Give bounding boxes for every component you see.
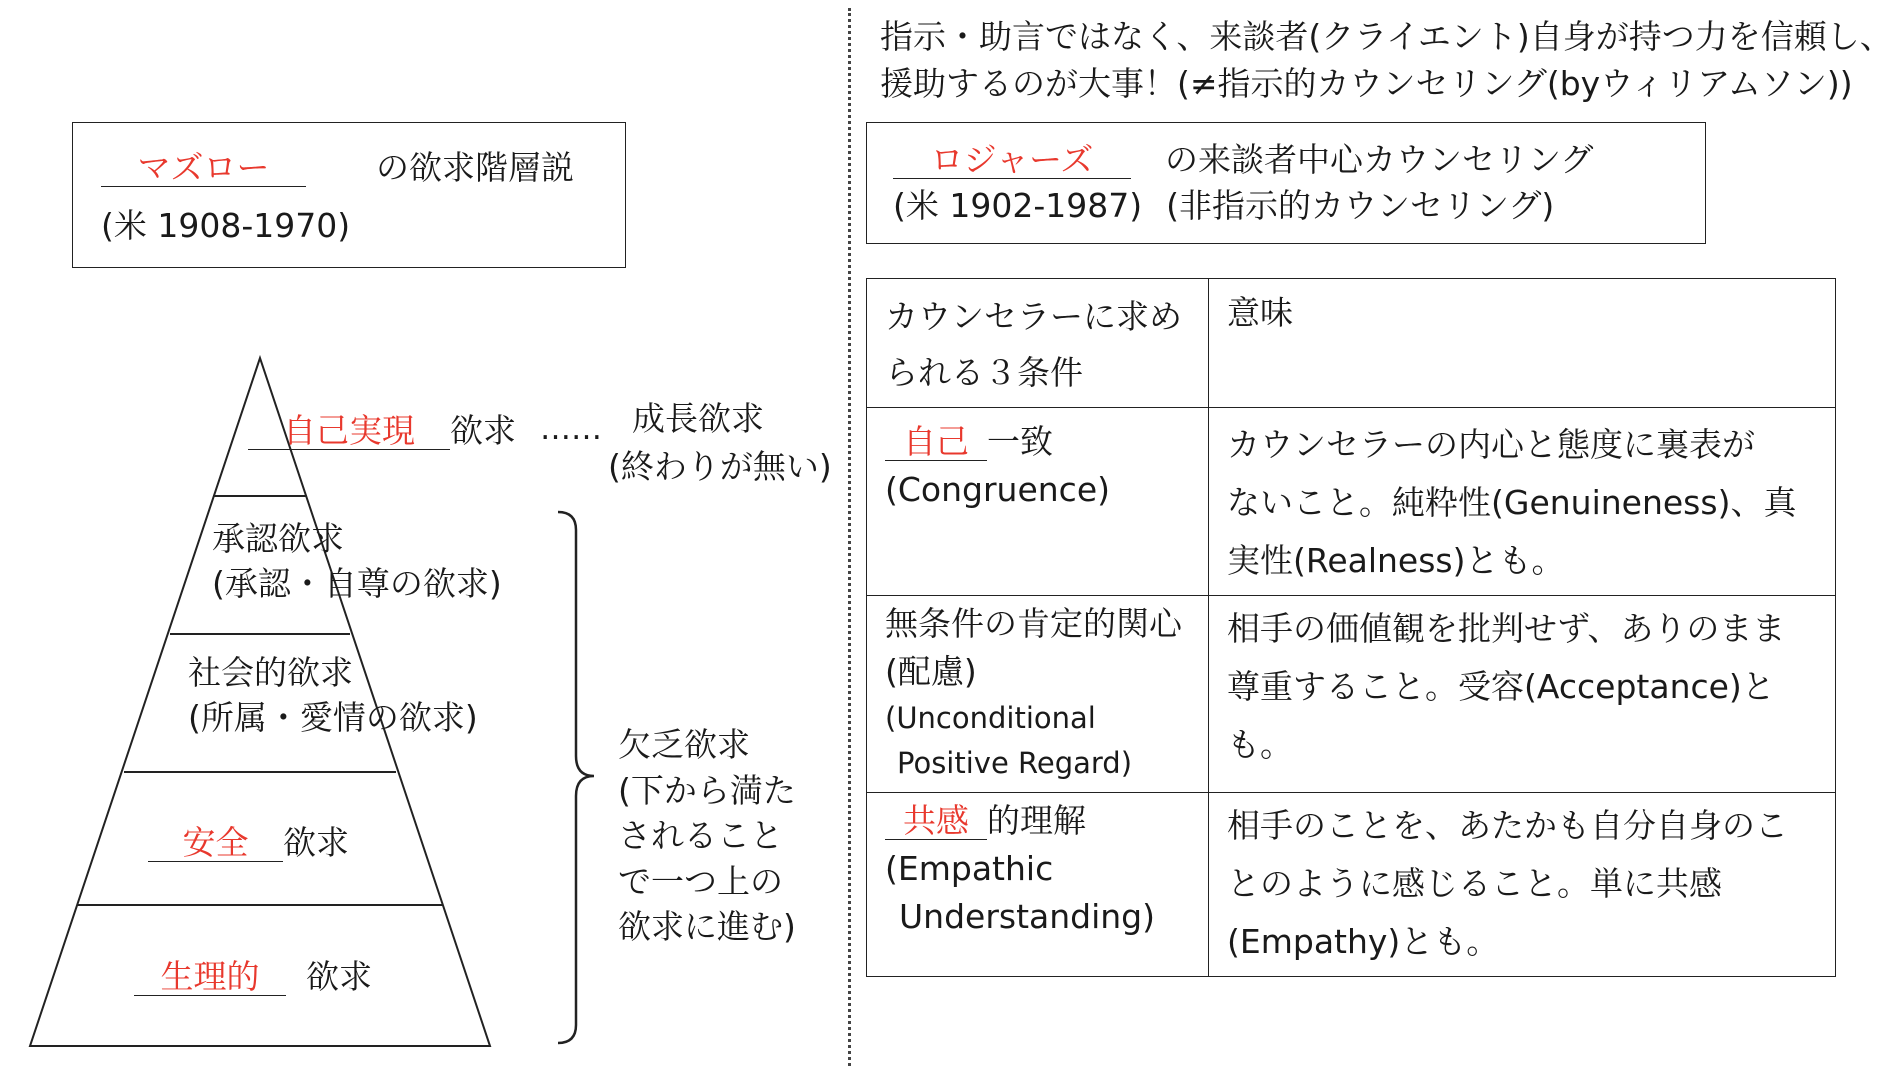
level-social-label: 社会的欲求 bbox=[188, 653, 353, 692]
level-self-actualization bbox=[248, 410, 516, 451]
intro-text bbox=[880, 14, 1893, 108]
level-safety bbox=[148, 822, 349, 863]
growth-need-label: 成長欲求 bbox=[632, 399, 764, 438]
level-safety-term: 安全 bbox=[148, 825, 283, 862]
meaning-line: (Empathy)とも。 bbox=[1227, 921, 1500, 961]
level-physiological bbox=[134, 956, 372, 997]
meaning-line: も。 bbox=[1227, 724, 1293, 764]
conditions-table bbox=[866, 278, 1836, 977]
deficiency-line: で一つ上の bbox=[618, 861, 783, 901]
deficiency-line: 欠乏欲求 bbox=[618, 725, 750, 764]
meaning-line: 相手の価値観を批判せず、ありのまま bbox=[1227, 609, 1786, 649]
empathic-english: (Empathic bbox=[885, 848, 1054, 888]
level-self-actualization-term: 自己実現 bbox=[248, 413, 450, 450]
rogers-title bbox=[893, 139, 1593, 180]
maslow-years: (米 1908-1970) bbox=[101, 206, 351, 245]
empathic-english-2: Understanding) bbox=[899, 896, 1156, 936]
level-social-desc: (所属・愛情の欲求) bbox=[188, 698, 478, 738]
growth-need-note: (終わりが無い) bbox=[608, 447, 832, 486]
empathic-suffix: 的理解 bbox=[987, 801, 1086, 840]
header-meaning: 意味 bbox=[1209, 279, 1836, 408]
condition-unconditional-regard bbox=[867, 596, 1209, 793]
growth-dots: …… bbox=[540, 411, 602, 447]
deficiency-need-text bbox=[618, 722, 796, 950]
meaning-line: 尊重すること。受容(Acceptance)と bbox=[1227, 667, 1775, 707]
level-social bbox=[188, 652, 478, 739]
header-conditions bbox=[867, 279, 1209, 408]
header-conditions-line: られる３条件 bbox=[885, 353, 1083, 393]
meaning-line: ないこと。純粋性(Genuineness)、真 bbox=[1227, 482, 1797, 522]
congruence-suffix: 一致 bbox=[987, 422, 1053, 462]
deficiency-line: 欲求に進む) bbox=[618, 907, 796, 947]
rogers-subtitle: (非指示的カウンセリング) bbox=[1166, 186, 1555, 225]
maslow-title-suffix: の欲求階層説 bbox=[376, 148, 574, 187]
congruence-term: 自己 bbox=[885, 425, 987, 461]
deficiency-line: (下から満た bbox=[618, 770, 796, 810]
table-row bbox=[867, 793, 1836, 977]
dotted-divider bbox=[848, 8, 851, 1066]
level-safety-suffix: 欲求 bbox=[283, 823, 349, 862]
level-esteem bbox=[212, 518, 502, 605]
meaning-line: カウンセラーの内心と態度に裏表が bbox=[1227, 425, 1755, 465]
rogers-subline bbox=[893, 185, 1554, 226]
meaning-line: とのように感じること。単に共感 bbox=[1227, 863, 1722, 903]
rogers-name: ロジャーズ bbox=[893, 142, 1131, 179]
unconditional-english: (Unconditional bbox=[885, 701, 1096, 736]
maslow-name: マズロー bbox=[101, 150, 306, 187]
meaning-unconditional-regard bbox=[1209, 596, 1836, 793]
rogers-title-suffix: の来談者中心カウンセリング bbox=[1165, 140, 1594, 179]
level-physiological-suffix: 欲求 bbox=[306, 957, 372, 996]
level-physiological-term: 生理的 bbox=[134, 959, 286, 996]
meaning-empathic-understanding bbox=[1209, 793, 1836, 977]
unconditional-term-2: (配慮) bbox=[885, 652, 977, 692]
condition-congruence bbox=[867, 408, 1209, 596]
deficiency-line: されること bbox=[618, 816, 783, 856]
congruence-english: (Congruence) bbox=[885, 470, 1110, 510]
rogers-title-box bbox=[866, 122, 1706, 244]
level-esteem-desc: (承認・自尊の欲求) bbox=[212, 564, 502, 604]
table-row bbox=[867, 408, 1836, 596]
unconditional-english-2: Positive Regard) bbox=[897, 746, 1133, 781]
unconditional-term: 無条件の肯定的関心 bbox=[885, 604, 1182, 644]
level-self-actualization-suffix: 欲求 bbox=[450, 411, 516, 450]
table-row bbox=[867, 596, 1836, 793]
header-conditions-line: カウンセラーに求め bbox=[885, 297, 1182, 336]
intro-line: 指示・助言ではなく、来談者(クライエント)自身が持つ力を信頼し、 bbox=[880, 17, 1893, 56]
condition-empathic-understanding bbox=[867, 793, 1209, 977]
intro-line: 援助するのが大事！(≠指示的カウンセリング(byウィリアムソン)) bbox=[880, 63, 1853, 103]
deficiency-bracket bbox=[558, 512, 594, 1043]
meaning-congruence bbox=[1209, 408, 1836, 596]
table-header-row bbox=[867, 279, 1836, 408]
empathic-term: 共感 bbox=[885, 804, 987, 840]
level-esteem-label: 承認欲求 bbox=[212, 519, 344, 558]
meaning-line: 相手のことを、あたかも自分自身のこ bbox=[1227, 806, 1788, 845]
meaning-line: 実性(Realness)とも。 bbox=[1227, 540, 1565, 580]
rogers-years: (米 1902-1987) bbox=[893, 186, 1143, 225]
